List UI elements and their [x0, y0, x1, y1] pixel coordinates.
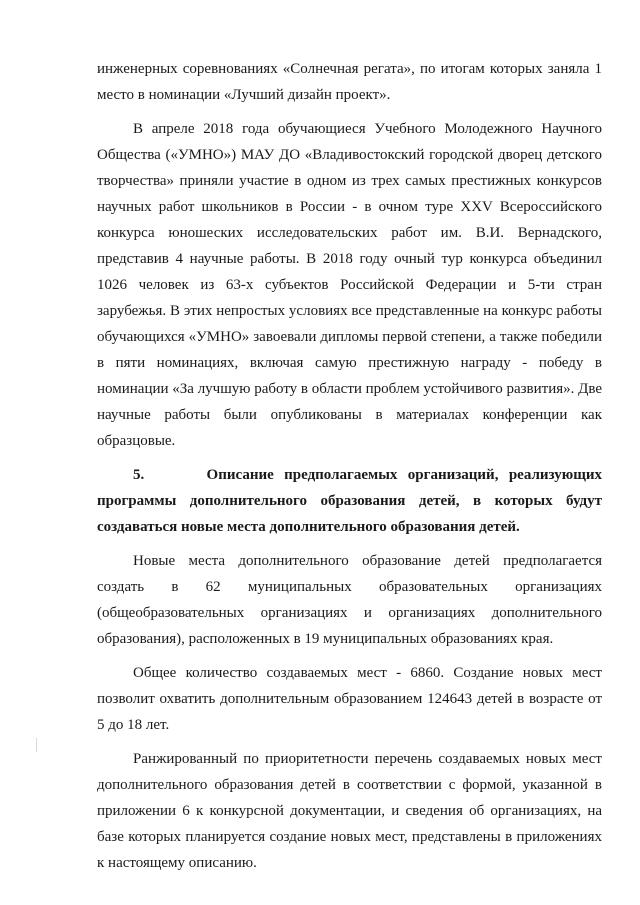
paragraph-new-places: Новые места дополнительного образование детей предполагается создать в 62 муниципальных образовательных организациях (общеобразовательных организациях и организациях дополнительного образования), расположенных в 19 муниципальных образованиях края. — [97, 553, 602, 647]
paragraph-umno-competition: В апреле 2018 года обучающиеся Учебного Молодежного Научного Общества («УМНО») МАУ ДО «Владивостокский городской дворец детского творчества» приняли участие в одном из трех самых престижных конкурсов научных работ школьников в России - в очном туре XXV Всероссийского конкурса юношеских исследовательских работ им. В.И. Вернадского, представив 4 научные работы. В 2018 году очный тур конкурса объединил 1026 человек из 63-х субъектов Российской Федерации и 5-ти стран зарубежья. В этих непростых условиях все представленные на конкурс работы обучающихся «УМНО» завоевали дипломы первой степени, а также победили в пяти номинациях, включая самую престижную награду - победу в номинации «За лучшую работу в области проблем устойчивого развития». Две научные работы были опубликованы в материалах конференции как образцовые. — [97, 121, 603, 449]
section-heading-5: 5. Описание предполагаемых организаций, реализующих программы дополнительного образования детей, в которых будут создаваться новые места дополнительного образования детей. — [97, 467, 606, 535]
paragraph-continuation: инженерных соревнованиях «Солнечная регата», по итогам которых заняла 1 место в номинации «Лучший дизайн проект». — [97, 61, 602, 103]
paragraph-ranked-list: Ранжированный по приоритетности перечень создаваемых новых мест дополнительного образования детей в соответствии с формой, указанной в приложении 6 к конкурсной документации, и сведения об организациях, на базе которых планируется создание новых мест, представлены в приложениях к настоящему описанию. — [97, 751, 602, 871]
scan-edge-mark — [36, 738, 37, 752]
paragraph-total-places: Общее количество создаваемых мест - 6860. Создание новых мест позволит охватить дополнительным образованием 124643 детей в возрасте от 5 до 18 лет. — [97, 665, 602, 733]
